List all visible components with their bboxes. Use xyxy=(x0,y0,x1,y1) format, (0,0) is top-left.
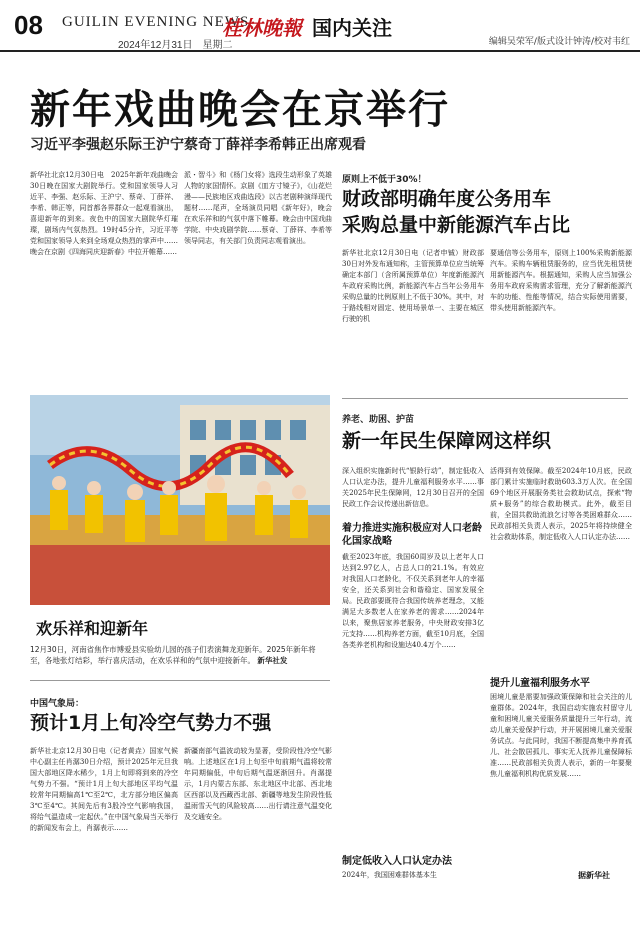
divider xyxy=(30,680,330,681)
welfare-body-col2: 活得到有效保障。截至2024年10月底，民政部门累计实施临时救助603.3万人次。在全国69个地区开展服务类社会救助试点，探索“物质+服务”的综合救助模式。此外，截至目前，全国共救助流浪乞讨等各类困难群众……民政部相关负责人表示，2025年将持续健全社会救助体系，制定低收入人口认定办法…… xyxy=(490,467,632,541)
finance-body-col2: 要通信等公务用车，原则上100%采购新能源汽车。采购车辆租赁服务的，应当优先租赁使用新能源汽车。根据通知，采购人应当加强公务用车政府采购需求管理，充分了解新能源汽车的功能、性能等情况，结合实际使用需要，带头使用新能源汽车。 xyxy=(490,249,632,312)
paper-logo: 桂林晚報 xyxy=(222,16,302,40)
paper-name-english: GUILIN EVENING NEWS xyxy=(62,14,250,30)
welfare-subhead-children: 提升儿童福利服务水平 xyxy=(490,678,590,689)
finance-headline-line1: 财政部明确年度公务用车 xyxy=(342,188,552,210)
welfare-body-children: 困境儿童是需要加强政策保障和社会关注的儿童群体。2024年，我国启动实施农村留守儿童和困境儿童关爱服务质量提升三年行动，流动儿童关爱保护行动，并开展困境儿童关爱服务试点。与此同时，我国不断提高集中养育孤儿、社会散居孤儿、事实无人抚养儿童保障标准……民政部相关负责人表示，新的一年要聚焦儿童福利机构优质发展…… xyxy=(490,693,632,778)
lead-body-col2: 派・智斗》和《杨门女将》选段生动形象了英雄人物的家国情怀。京剧《皿方寸镜子》，《山花烂漫——民族地区戏曲选段》以古老剧种演绎现代题材……尾声，全场演员同唱《新年好》，晚会在欢乐祥和的气氛中落下帷幕。晚会由中国戏曲学院、中央戏剧学院……蔡奇、丁薛祥、李希等领导同志，有关部门负责同志观看演出。 xyxy=(184,171,332,245)
divider xyxy=(342,398,628,399)
masthead xyxy=(0,0,640,52)
section-title: 国内关注 xyxy=(312,16,392,40)
lead-headline: 新年戏曲晚会在京举行 xyxy=(30,87,450,133)
finance-headline-line2: 采购总量中新能源汽车占比 xyxy=(342,214,571,236)
editors-credit: 编辑吴荣军/版式设计钟涛/校对韦红 xyxy=(488,37,630,47)
welfare-subhead-elderly: 着力推进实施积极应对人口老龄化国家战略 xyxy=(342,523,482,547)
weather-body-col2: 新疆南部气温波动较为显著，受阶段性冷空气影响。上述地区在1月上旬至中旬前期气温将较常年同期偏低，中旬后期气温逐渐回升。肖潺提示，1月内蒙古东部、东北地区中北部、西北地区西部以及西藏西北部、新疆等地发生阶段性低温雨雪天气的风险较高……出行请注意气温变化及交通安全。 xyxy=(184,747,332,821)
finance-body-col1: 新华社北京12月30日电（记者申铖）财政部30日对外发布通知称，主管预算单位应当统筹确定本部门（含所属预算单位）年度新能源汽车政府采购比例，新能源汽车占当年公务用车采购总量的比例原则上不低于30%。其中，对于路线相对固定、使用场景单一、主要在城区行驶的机 xyxy=(342,249,484,323)
welfare-subhead-lowincome: 制定低收入人口认定办法 xyxy=(342,856,452,867)
lead-body-col1: 新华社北京12月30日电 2025年新年戏曲晚会30日晚在国家大剧院举行。党和国家领导人习近平、李强、赵乐际、王沪宁、蔡奇、丁薛祥、李希、韩正等，同首都各界群众一起观看演出，喜迎新年的到来。夜色中的国家大剧院华灯璀璨，剧场内气氛热烈。19时45分许，习近平等党和国家领导人来到全场观众热烈的掌声中……晚会在京剧《四海同庆迎新春》中拉开帷幕…… xyxy=(30,171,178,256)
weather-body-col1: 新华社北京12月30日电（记者黄垚）国家气候中心副主任肖潺30日介绍，预计2025年元旦我国大部地区降水稀少，1月上旬即将到来的冷空气势力不强。“预计1月上旬大部地区平均气温较常年同期偏高1℃至2℃，北方部分地区偏高3℃至4℃。其间先后有3股冷空气影响我国，将给气温造成一定起伏。”在中国气象局当天举行的新闻发布会上，肖潺表示…… xyxy=(30,747,178,832)
welfare-body-lowincome: 2024年，我国困难群体基本生 xyxy=(342,871,437,879)
page-number: 08 xyxy=(14,10,43,40)
photo-illustration xyxy=(30,395,330,605)
photo-headline: 欢乐祥和迎新年 xyxy=(36,619,149,638)
issue-date: 2024年12月31日 星期二 xyxy=(118,40,233,51)
news-photo xyxy=(30,395,330,605)
photo-caption xyxy=(30,644,330,666)
weather-kicker: 中国气象局： xyxy=(30,699,85,709)
photo-caption-text: 12月30日，河南省焦作市博爱县实验幼儿园的孩子们表演舞龙迎新年。2025年新年将至，各地张灯结彩，举行喜庆活动，在欢乐祥和的气氛中迎接新年。 xyxy=(30,645,316,665)
welfare-kicker: 养老、助困、护苗 xyxy=(342,415,415,425)
welfare-body-elderly: 截至2023年底，我国60周岁及以上老年人口达到2.97亿人，占总人口的21.1%。有效应对我国人口老龄化，不仅关系到老年人的幸福安全，还关系到社会和谐稳定、国家发展全局。民政部要既符合我国传统养老理念，又能满足大多数老人在家养老的需求……2024年以来，聚焦居家养老服务，中央财政安排3亿元支持……机构养老方面，截至10月底，全国各类养老机构和设施达40.4万个…… xyxy=(342,553,484,649)
photo-credit: 新华社发 xyxy=(257,656,288,665)
source-credit: 据新华社 xyxy=(578,871,610,880)
welfare-headline: 新一年民生保障网这样织 xyxy=(342,430,552,452)
finance-kicker: 原则上不低于30%！ xyxy=(342,175,427,185)
welfare-intro: 深入组织实施新时代“银龄行动”，制定低收入人口认定办法，提升儿童福利服务水平……事关2025年民生保障网，12月30日召开的全国民政工作会议传递出新信息。 xyxy=(342,467,484,508)
weather-headline: 预计1月上旬冷空气势力不强 xyxy=(30,712,272,734)
lead-subheadline: 习近平李强赵乐际王沪宁蔡奇丁薛祥李希韩正出席观看 xyxy=(30,137,366,153)
